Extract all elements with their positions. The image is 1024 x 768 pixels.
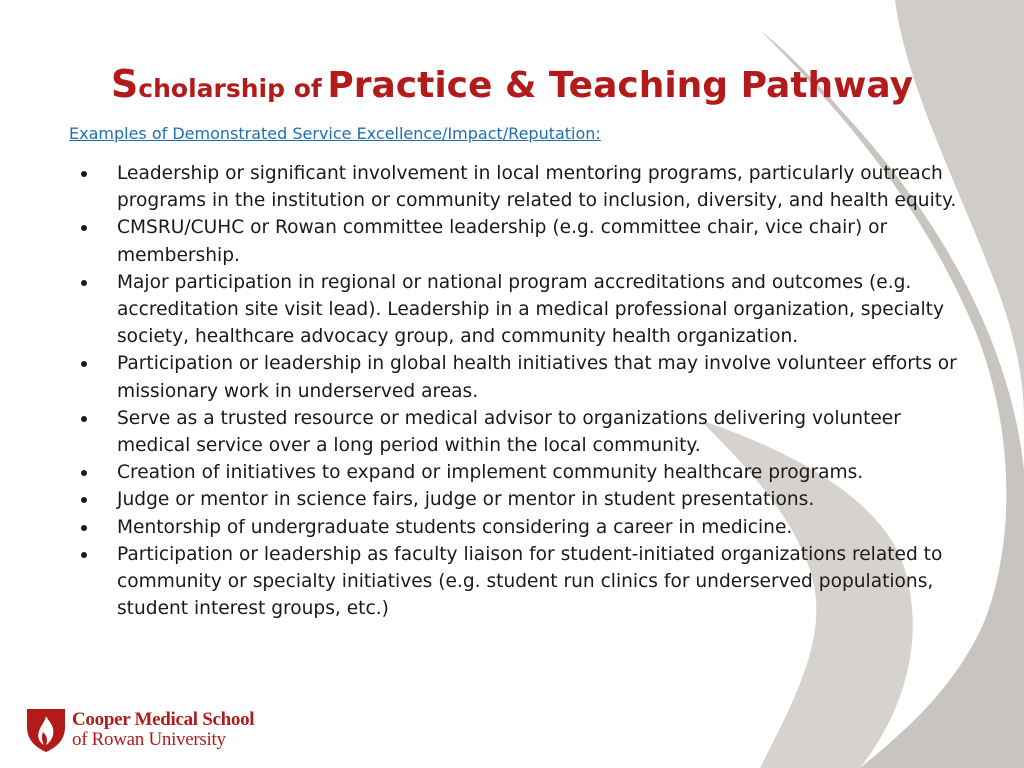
list-item-text: Serve as a trusted resource or medical advisor to organizations delivering volunteer medical service over a long period within the local community. (117, 407, 901, 457)
logo-line-1: Cooper Medical School (72, 709, 255, 730)
list-item (72, 269, 972, 351)
title-small-caps: cholarship of (138, 74, 322, 103)
list-item (72, 486, 972, 513)
slide-subtitle: Examples of Demonstrated Service Excellence/Impact/Reputation: (69, 124, 601, 143)
bullet-icon (81, 280, 87, 286)
list-item (72, 350, 972, 404)
list-item (72, 514, 972, 541)
bullet-icon (81, 171, 87, 177)
bullet-icon (81, 225, 87, 231)
list-item-text: Participation or leadership in global health initiatives that may involve volunteer efforts or missionary work in underserved areas. (117, 353, 957, 402)
list-item-text: Leadership or significant involvement in local mentoring programs, particularly outreach programs in the institution or community related to inclusion, diversity, and health equity. (117, 163, 957, 212)
list-item (72, 214, 972, 268)
list-item-text: Judge or mentor in science fairs, judge or mentor in student presentations. (117, 489, 815, 511)
flame-shield-icon (25, 707, 67, 753)
list-item (72, 405, 972, 459)
bullet-icon (81, 497, 87, 503)
bullet-icon (81, 416, 87, 422)
title-initial: S (110, 62, 139, 106)
bullet-icon (81, 361, 87, 367)
bullet-list (72, 160, 972, 622)
list-item (72, 459, 972, 486)
list-item-text: Creation of initiatives to expand or implement community healthcare programs. (117, 462, 864, 484)
list-item-text: Major participation in regional or national program accreditations and outcomes (e.g. accreditation site visit lead). Leadership in a medical professional organization, specialty society, healthcare advocacy group, and community health organization. (117, 271, 944, 348)
slide-title (0, 62, 1024, 106)
list-item (72, 160, 972, 214)
bullet-icon (81, 470, 87, 476)
list-item-text: Participation or leadership as faculty liaison for student-initiated organizations related to community or specialty initiatives (e.g. student run clinics for underserved populations, student interest groups, etc.) (117, 543, 943, 620)
list-item-text: CMSRU/CUHC or Rowan committee leadership (e.g. committee chair, vice chair) or membership. (117, 217, 888, 266)
bullet-icon (81, 525, 87, 531)
bullet-icon (81, 552, 87, 558)
school-logo (25, 707, 254, 753)
logo-wordmark (72, 710, 254, 750)
title-main: Practice & Teaching Pathway (327, 65, 914, 106)
list-item (72, 541, 972, 623)
list-item-text: Mentorship of undergraduate students considering a career in medicine. (117, 516, 793, 538)
logo-line-2: of Rowan University (72, 729, 226, 750)
